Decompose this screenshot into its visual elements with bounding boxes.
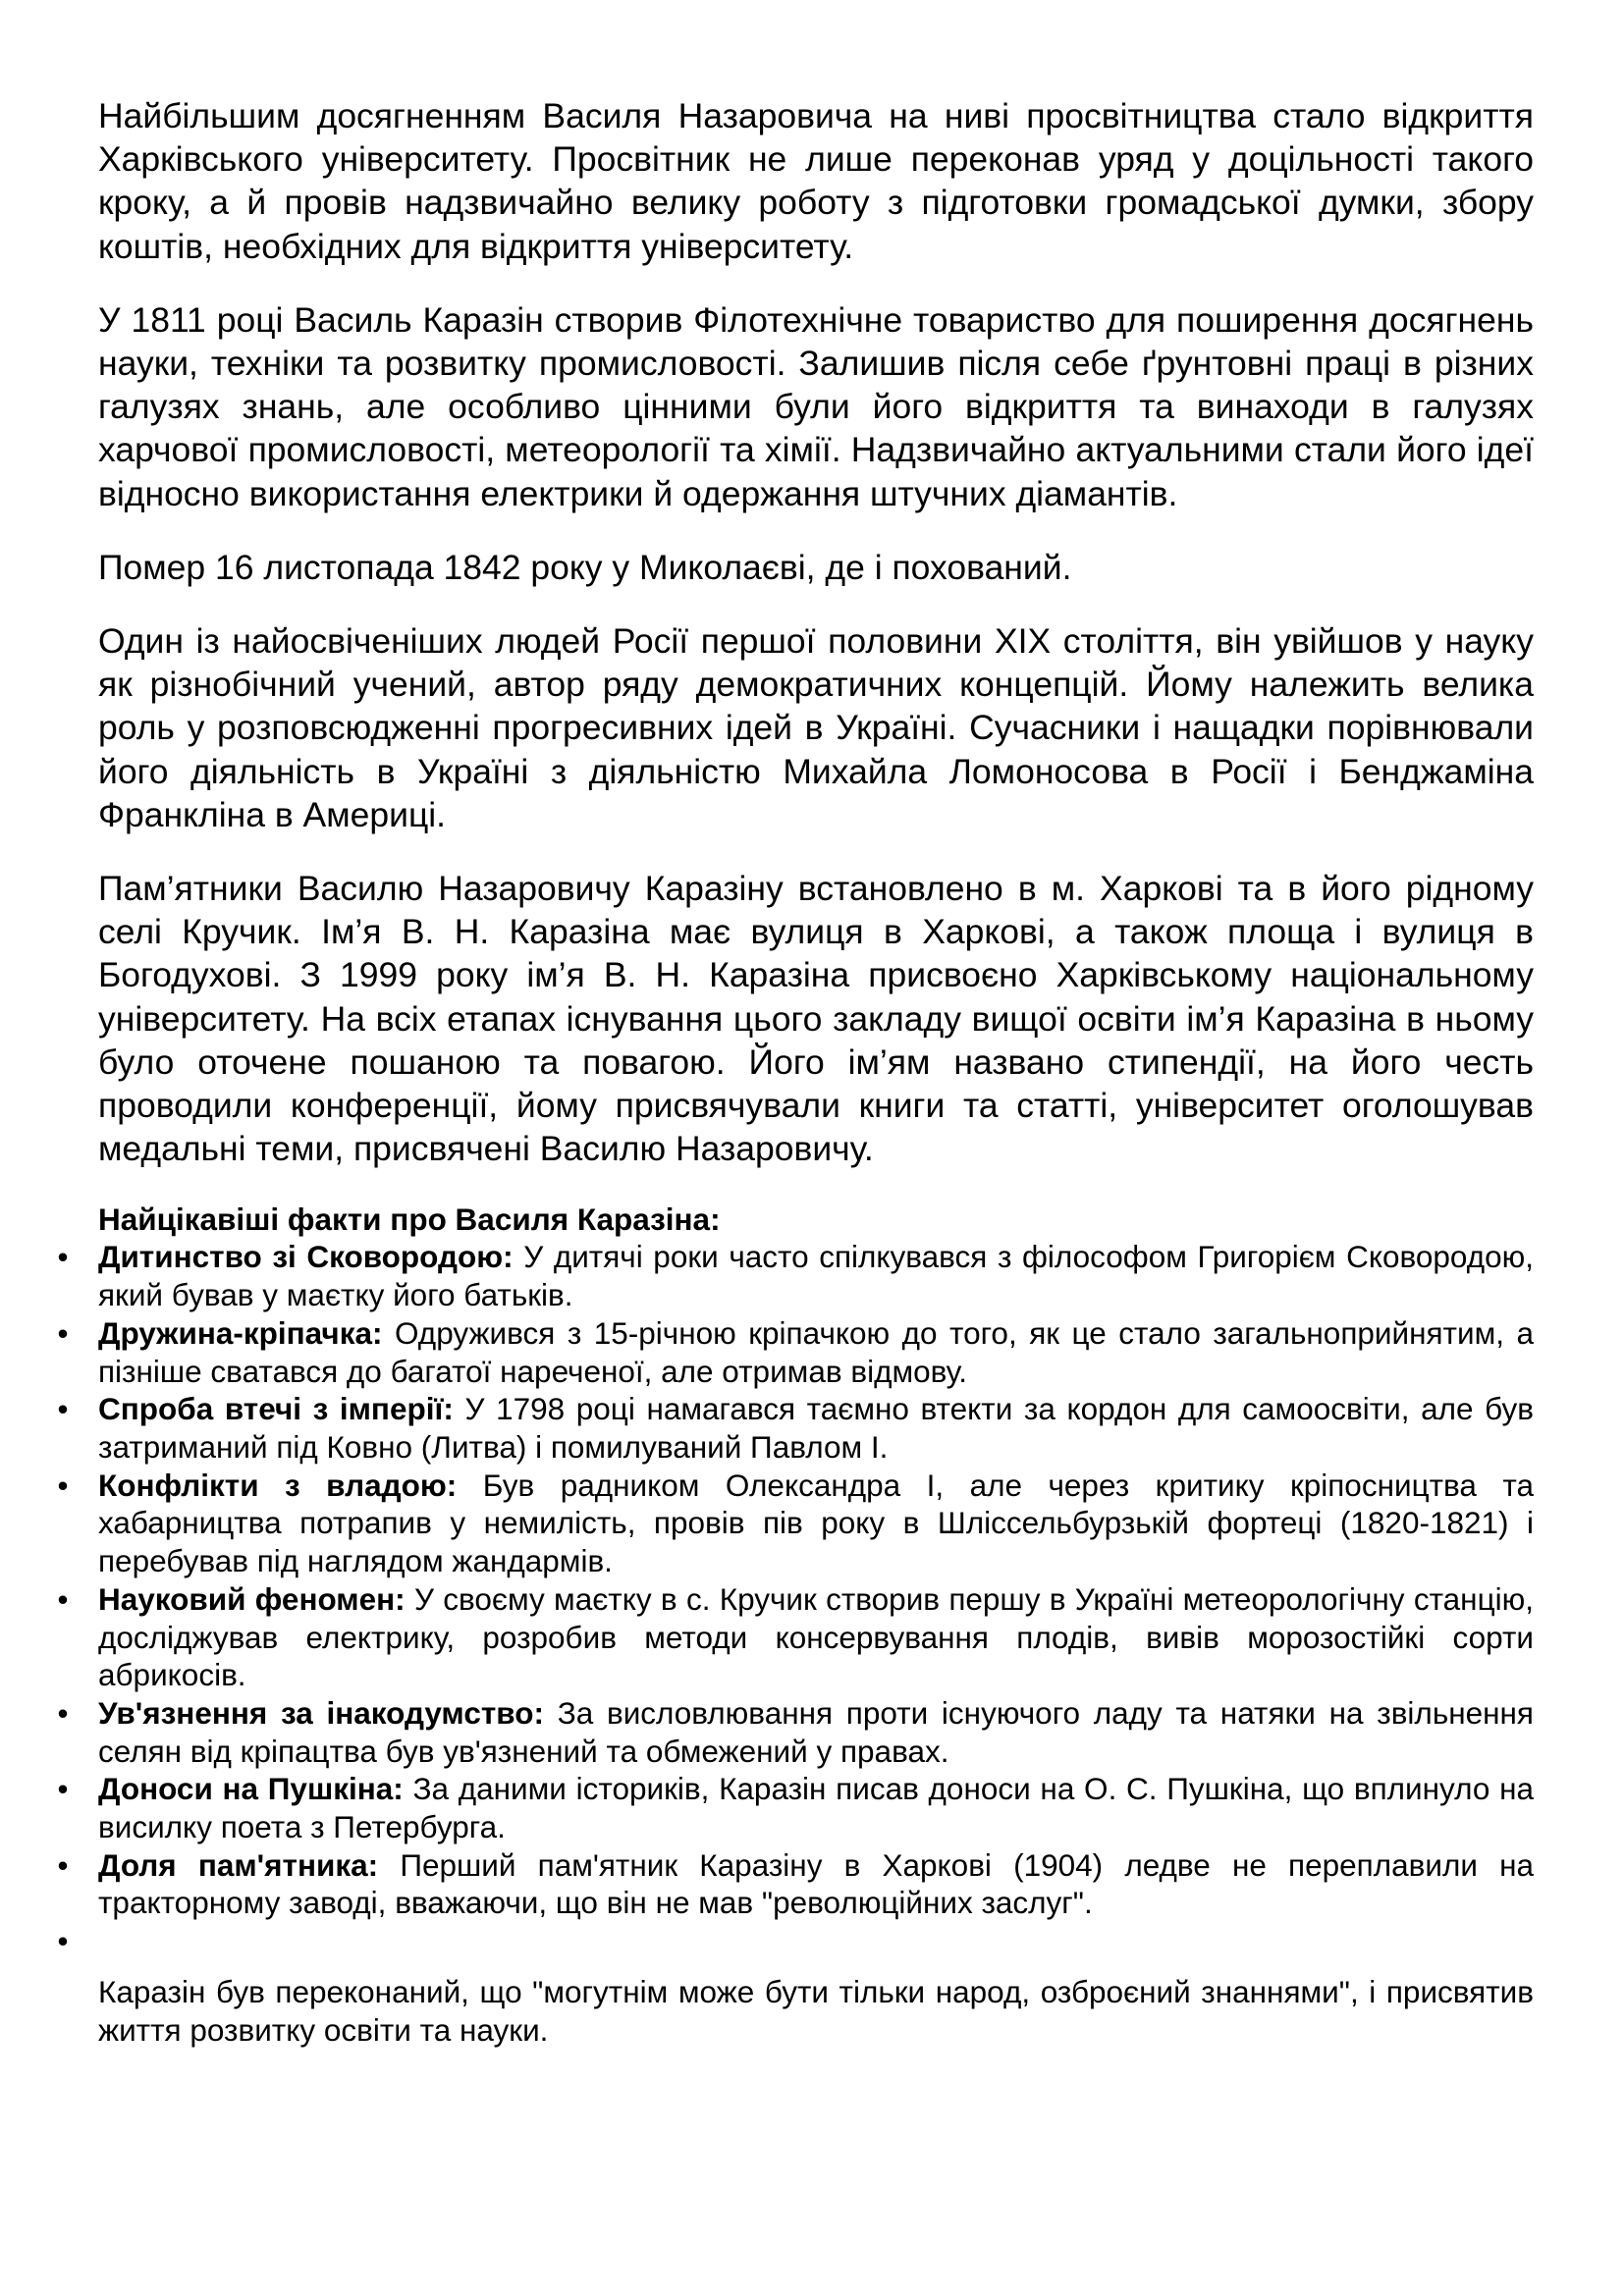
bullet-icon: • bbox=[57, 1771, 69, 1807]
bullet-icon: • bbox=[57, 1846, 69, 1883]
list-item bbox=[57, 1580, 1534, 1694]
fact-text: За даними істориків, Каразін писав доноси на О. С. Пушкіна, що вплинуло на висилку поета з Петербурга. bbox=[98, 1771, 1534, 1845]
paragraph-monuments: Пам’ятники Василю Назаровичу Каразіну встановлено в м. Харкові та в його рідному селі Кручик. Ім’я В. Н. Каразіна має вулиця в Харкові, а також площа і вулиця в Богодухові. З 1999 року ім’я В. Н. Каразіна присвоєно Харківському національному університету. На всіх етапах існування цього закладу вищої освіти ім’я Каразіна в ньому було оточене пошаною та повагою. Його ім’ям названо стипендії, на його честь проводили конференції, йому присвячували книги та статті, університет оголошував медальні теми, присвячені Василю Назаровичу. bbox=[98, 869, 1534, 1169]
closing-paragraph: Каразін був переконаний, що "могутнім може бути тільки народ, озброєний знаннями", і присвятив життя розвитку освіти та науки. bbox=[98, 1973, 1534, 2048]
list-item bbox=[57, 1467, 1535, 1580]
list-item bbox=[57, 1314, 1534, 1390]
paragraph-death: Помер 16 листопада 1842 року у Миколаєві, де і похований. bbox=[98, 547, 1072, 587]
list-item bbox=[57, 1846, 1534, 1922]
empty-list-item bbox=[57, 1922, 1534, 1960]
fact-term: Доля пам'ятника: bbox=[98, 1846, 379, 1883]
list-item bbox=[57, 1770, 1534, 1845]
paragraph-university: Найбільшим досягненням Василя Назаровича на ниві просвітництва стало відкриття Харківського університету. Просвітник не лише переконав уряд у доцільності такого кроку, а й провів надзвичайно велику роботу з підготовки громадської думки, збору коштів, необхідних для відкриття університету. bbox=[98, 96, 1534, 266]
fact-term: Конфлікти з владою: bbox=[98, 1467, 458, 1503]
facts-list bbox=[57, 1238, 1535, 1959]
bullet-icon: • bbox=[57, 1580, 69, 1617]
fact-term: Науковий феномен: bbox=[98, 1580, 406, 1617]
document-page bbox=[57, 94, 1535, 2049]
bullet-icon: • bbox=[57, 1391, 69, 1427]
fact-text: Одружився з 15-річною кріпачкою до того, як це стало загальноприйнятим, а пізніше сватався до багатої нареченої, але отримав відмову. bbox=[98, 1314, 1534, 1389]
paragraph-legacy: Один із найосвіченіших людей Росії першої половини XIX століття, він увійшов у науку як різнобічний учений, автор ряду демократичних концепцій. Йому належить велика роль у розповсюдженні прогресивних ідей в Україні. Сучасники і нащадки порівнювали його діяльність в Україні з діяльністю Михайла Ломоносова в Росії і Бенджаміна Франкліна в Америці. bbox=[98, 621, 1534, 834]
bullet-icon: • bbox=[57, 1923, 69, 1959]
bullet-icon: • bbox=[57, 1314, 69, 1351]
fact-term: Дружина-кріпачка: bbox=[98, 1314, 383, 1351]
fact-term: Ув'язнення за інакодумство: bbox=[98, 1694, 544, 1731]
bullet-icon: • bbox=[57, 1239, 69, 1275]
facts-heading: Найцікавіші факти про Василя Каразіна: bbox=[98, 1201, 721, 1238]
list-item bbox=[57, 1694, 1534, 1770]
bullet-icon: • bbox=[57, 1694, 69, 1731]
fact-term: Спроба втечі з імперії: bbox=[98, 1391, 454, 1427]
fact-term: Дитинство зі Сковородою: bbox=[98, 1239, 514, 1275]
fact-text: Перший пам'ятник Каразіну в Харкові (1904) ледве не переплавили на тракторному заводі, вважаючи, що він не мав "революційних заслуг". bbox=[98, 1846, 1534, 1921]
fact-text: За висловлювання проти існуючого ладу та натяки на звільнення селян від кріпацтва був ув'язнений та обмежений у правах. bbox=[98, 1694, 1534, 1769]
list-item bbox=[57, 1390, 1534, 1466]
paragraph-philotechnic-society: У 1811 році Василь Каразін створив Філотехнічне товариство для поширення досягнень науки, техніки та розвитку промисловості. Залишив після себе ґрунтовні праці в різних галузях знань, але особливо цінними були його відкриття та винаходи в галузях харчової промисловості, метеорології та хімії. Надзвичайно актуальними стали його ідеї відносно використання електрики й одержання штучних діамантів. bbox=[98, 299, 1534, 513]
fact-text: У 1798 році намагався таємно втекти за кордон для самоосвіти, але був затриманий під Ковно (Литва) і помилуваний Павлом І. bbox=[98, 1391, 1534, 1465]
fact-text: Був радником Олександра І, але через критику кріпосництва та хабарництва потрапив у немилість, провів пів року в Шліссельбурзькій фортеці (1820-1821) і перебував під наглядом жандармів. bbox=[98, 1467, 1535, 1579]
fact-text: У дитячі роки часто спілкувався з філософом Григорієм Сковородою, який бував у маєтку його батьків. bbox=[98, 1239, 1534, 1313]
list-item bbox=[57, 1238, 1534, 1313]
fact-text: У своєму маєтку в с. Кручик створив першу в Україні метеорологічну станцію, досліджував електрику, розробив методи консервування плодів, вивів морозостійкі сорти абрикосів. bbox=[98, 1580, 1534, 1693]
bullet-icon: • bbox=[57, 1467, 69, 1503]
fact-term: Доноси на Пушкіна: bbox=[98, 1771, 404, 1807]
